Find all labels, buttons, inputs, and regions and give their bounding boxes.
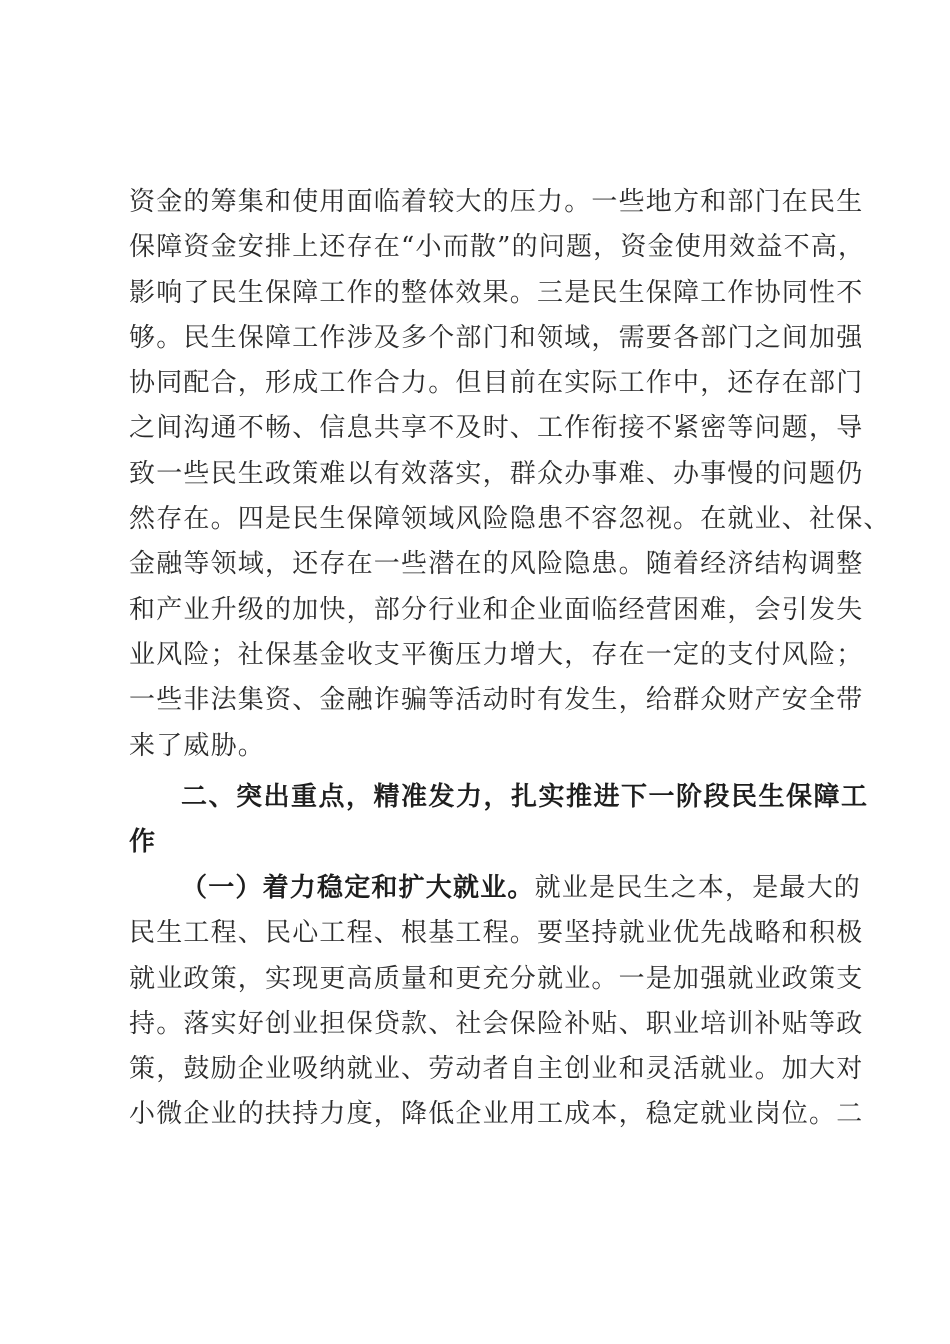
paragraph-line: 资金的筹集和使用面临着较大的压力。一些地方和部门在民生 xyxy=(129,187,864,217)
paragraph-line: 和产业升级的加快，部分行业和企业面临经营困难，会引发失 xyxy=(129,594,864,625)
paragraph-line: 小微企业的扶持力度，降低企业用工成本，稳定就业岗位。二 xyxy=(129,1099,864,1130)
paragraph-line: 持。落实好创业担保贷款、社会保险补贴、职业培训补贴等政 xyxy=(129,1008,864,1039)
paragraph-line: 业风险；社保基金收支平衡压力增大，存在一定的支付风险； xyxy=(129,639,864,670)
paragraph-line: 致一些民生政策难以有效落实，群众办事难、办事慢的问题仍 xyxy=(129,458,864,489)
paragraph-line: 一些非法集资、金融诈骗等活动时有发生，给群众财产安全带 xyxy=(129,685,864,716)
paragraph-employment xyxy=(129,866,864,1138)
paragraph-line: 来了威胁。 xyxy=(129,730,266,761)
paragraph-first-line xyxy=(129,866,862,911)
paragraph-line: 策，鼓励企业吸纳就业、劳动者自主创业和灵活就业。加大对 xyxy=(129,1054,864,1085)
paragraph-line: 影响了民生保障工作的整体效果。三是民生保障工作协同性不 xyxy=(129,277,864,308)
paragraph-line: 之间沟通不畅、信息共享不及时、工作衔接不紧密等问题，导 xyxy=(129,413,864,444)
section-heading-line: 二、突出重点，精准发力，扎实推进下一阶段民生保障工 xyxy=(181,782,869,812)
paragraph-line: 够。民生保障工作涉及多个部门和领域，需要各部门之间加强 xyxy=(129,322,864,353)
paragraph-line: 保障资金安排上还存在“小而散”的问题，资金使用效益不高， xyxy=(129,232,866,263)
paragraph-problems xyxy=(129,180,891,769)
paragraph-line: 协同配合，形成工作合力。但目前在实际工作中，还存在部门 xyxy=(129,368,864,399)
subsection-title: （一）着力稳定和扩大就业。 xyxy=(181,873,535,903)
paragraph-line: 民生工程、民心工程、根基工程。要坚持就业优先战略和积极 xyxy=(129,918,864,949)
paragraph-line: 然存在。四是民生保障领域风险隐患不容忽视。在就业、社保、 xyxy=(129,504,891,535)
paragraph-first-line-text: 就业是民生之本，是最大的 xyxy=(534,873,862,903)
paragraph-line: 金融等领域，还存在一些潜在的风险隐患。随着经济结构调整 xyxy=(129,549,864,580)
paragraph-line: 就业政策，实现更高质量和更充分就业。一是加强就业政策支 xyxy=(129,963,864,994)
section-heading xyxy=(129,775,869,865)
section-heading-line: 作 xyxy=(129,827,157,857)
